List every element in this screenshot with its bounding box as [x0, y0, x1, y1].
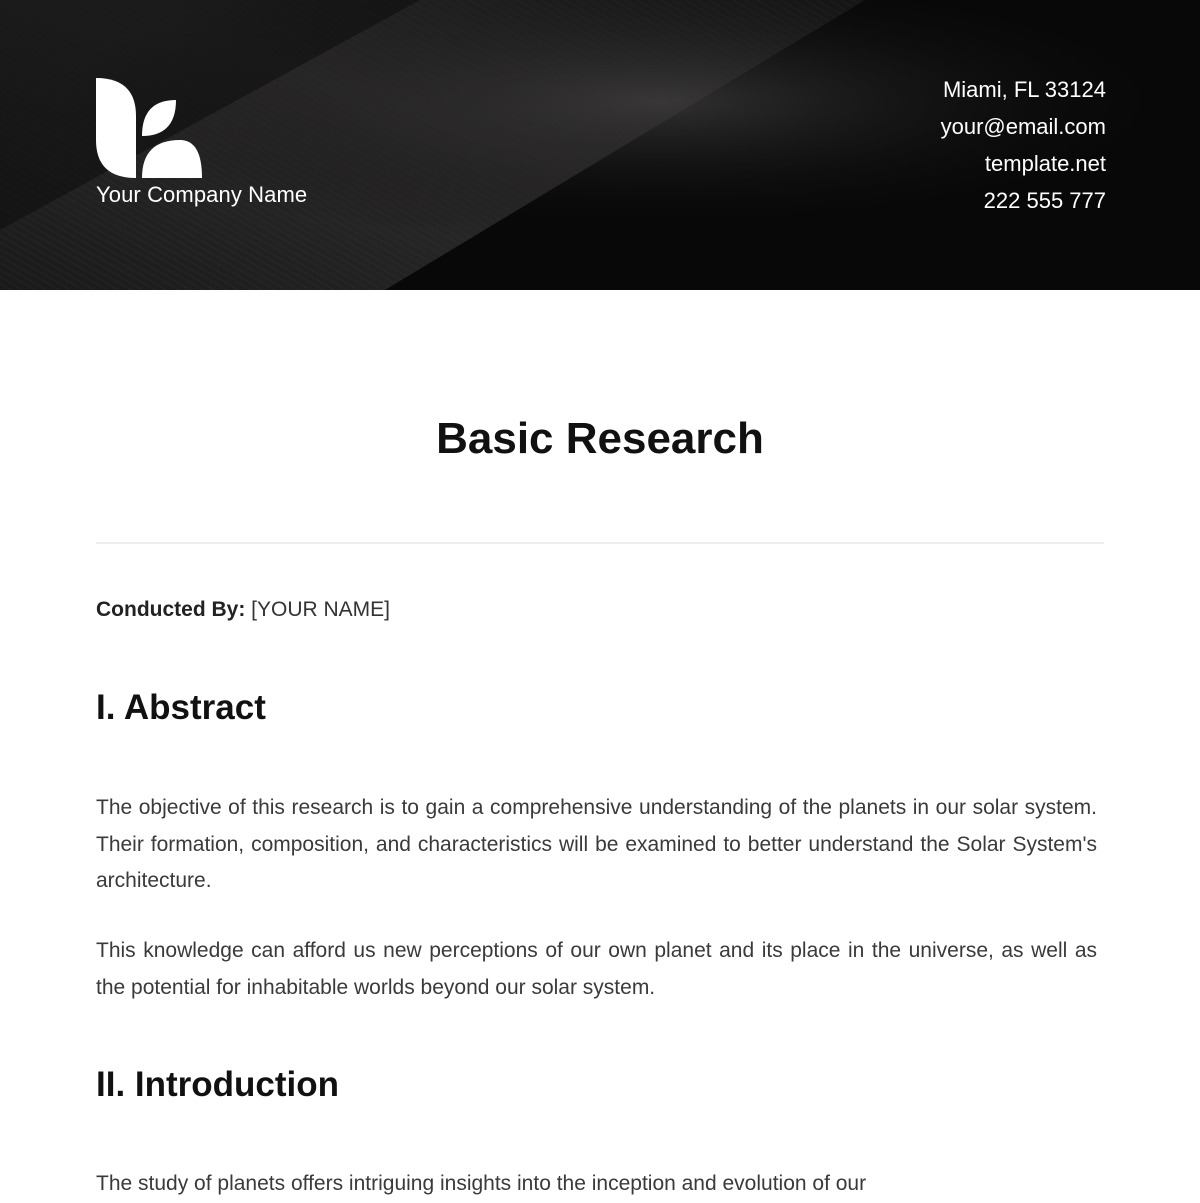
contact-email: your@email.com	[940, 114, 1106, 139]
introduction-paragraph-1: The study of planets offers intriguing insights into the inception and evolution of our	[96, 1172, 867, 1195]
abstract-paragraph-2: This knowledge can afford us new perceptions of our own planet and its place in the universe, as well as the potential for inhabitable worlds beyond our solar system.	[96, 939, 1097, 999]
conducted-by-value: [YOUR NAME]	[251, 598, 391, 621]
contact-address: Miami, FL 33124	[942, 77, 1106, 102]
title-divider	[96, 542, 1104, 544]
leaf-k-logo-icon	[96, 78, 204, 178]
header-banner	[0, 0, 1200, 290]
conducted-by	[96, 598, 390, 622]
introduction-heading: II. Introduction	[96, 1065, 340, 1104]
abstract-paragraph-1: The objective of this research is to gain a comprehensive understanding of the planets in our solar system. Their formation, composition, and characteristics will be examined to better understand the Solar System's architecture.	[96, 796, 1097, 892]
contact-website: template.net	[984, 151, 1106, 176]
company-name: Your Company Name	[96, 182, 308, 207]
conducted-by-label: Conducted By:	[96, 598, 246, 621]
contact-block	[941, 76, 1106, 224]
contact-phone: 222 555 777	[983, 188, 1106, 213]
document-title: Basic Research	[436, 414, 764, 463]
abstract-heading: I. Abstract	[96, 688, 266, 727]
